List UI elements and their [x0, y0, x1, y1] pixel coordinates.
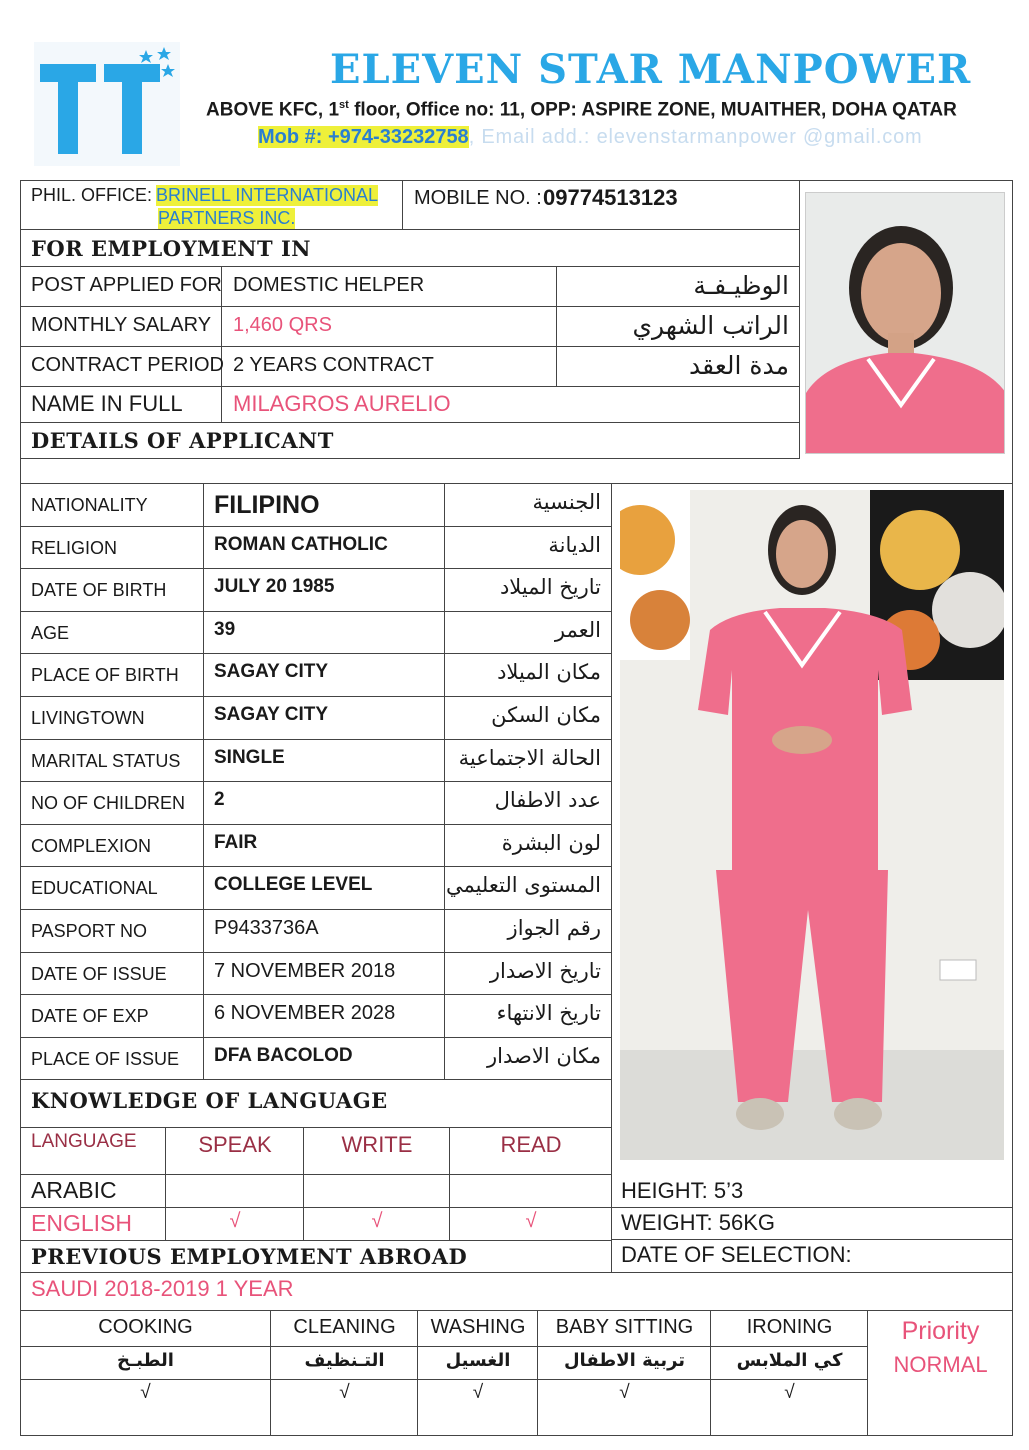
- detail-value: DFA BACOLOD: [214, 1045, 353, 1066]
- applicant-portrait-photo: [805, 192, 1005, 454]
- detail-value: P9433736A: [214, 917, 319, 939]
- detail-arabic: الحالة الاجتماعية: [458, 746, 601, 770]
- detail-arabic: المستوى التعليمي: [445, 873, 601, 897]
- employment-value: 2 YEARS CONTRACT: [233, 354, 434, 376]
- language-check: √: [371, 1210, 383, 1232]
- detail-arabic: تاريخ الانتهاء: [496, 1001, 601, 1025]
- employment-title: FOR EMPLOYMENT IN: [31, 236, 311, 261]
- skill-ar: تربية الاطفال: [563, 1350, 686, 1371]
- details-title: DETAILS OF APPLICANT: [31, 428, 334, 453]
- detail-value: JULY 20 1985: [214, 576, 335, 597]
- mobile-value: 09774513123: [543, 185, 678, 210]
- detail-arabic: مكان الاصدار: [487, 1044, 601, 1068]
- language-check: √: [229, 1210, 241, 1232]
- priority-value: NORMAL: [893, 1352, 988, 1377]
- detail-value: FAIR: [214, 832, 258, 853]
- detail-label: EDUCATIONAL: [31, 878, 158, 898]
- employment-arabic: الوظيـفـة: [693, 271, 789, 300]
- skill-ar: الغسيل: [445, 1350, 511, 1371]
- employment-arabic: مدة العقد: [689, 351, 789, 380]
- employment-value: 1,460 QRS: [233, 314, 332, 336]
- language-name: ENGLISH: [31, 1210, 132, 1236]
- address-sup: st: [339, 99, 349, 111]
- employment-value: DOMESTIC HELPER: [233, 274, 425, 296]
- detail-label: PASPORT NO: [31, 921, 148, 941]
- height-value: HEIGHT: 5’3: [621, 1178, 744, 1203]
- detail-label: DATE OF EXP: [31, 1006, 149, 1026]
- language-header: WRITE: [341, 1132, 413, 1157]
- detail-arabic: لون البشرة: [501, 831, 601, 855]
- language-check: √: [525, 1210, 537, 1232]
- previous-entry: SAUDI 2018-2019 1 YEAR: [31, 1276, 294, 1301]
- detail-arabic: تاريخ الميلاد: [499, 575, 601, 599]
- phil-office-name-line1: BRINELL INTERNATIONAL: [156, 185, 379, 205]
- detail-label: AGE: [31, 623, 70, 643]
- employment-label: CONTRACT PERIOD: [31, 354, 224, 376]
- detail-arabic: رقم الجواز: [507, 916, 601, 940]
- weight-value: WEIGHT: 56KG: [621, 1210, 776, 1235]
- address-rest: floor, Office no: 11, OPP: ASPIRE ZONE, MUAITHER, DOHA QATAR: [348, 99, 957, 121]
- detail-value: COLLEGE LEVEL: [214, 874, 373, 895]
- detail-value: SAGAY CITY: [214, 661, 329, 682]
- mobile-label: MOBILE NO. :: [414, 187, 542, 209]
- language-header: LANGUAGE: [31, 1131, 137, 1152]
- detail-value: 6 NOVEMBER 2028: [214, 1002, 396, 1024]
- company-address: [206, 99, 957, 121]
- skill-en: WASHING: [430, 1316, 526, 1338]
- language-cell: [450, 1175, 612, 1208]
- detail-value: 2: [214, 789, 225, 810]
- email-address[interactable]: , Email add.: elevenstarmanpower @gmail.com: [468, 126, 923, 148]
- name-value: MILAGROS AURELIO: [233, 391, 451, 416]
- detail-arabic: مكان السكن: [491, 703, 601, 727]
- skill-ar: الطبـخ: [117, 1350, 174, 1371]
- skill-en: CLEANING: [293, 1316, 396, 1338]
- skill-check: √: [619, 1382, 630, 1403]
- detail-label: PLACE OF BIRTH: [31, 665, 179, 685]
- detail-label: PLACE OF ISSUE: [31, 1049, 180, 1069]
- spacer-row: [20, 459, 1013, 484]
- detail-label: RELIGION: [31, 538, 118, 558]
- detail-arabic: عدد الاطفال: [494, 788, 601, 812]
- phil-office-name-line2: PARTNERS INC.: [158, 208, 296, 228]
- portrait-icon: [806, 193, 1005, 454]
- employment-label: POST APPLIED FOR: [31, 274, 222, 296]
- language-cell: [166, 1175, 304, 1208]
- detail-value-cell: [204, 782, 445, 825]
- language-cell: [304, 1175, 450, 1208]
- detail-label: MARITAL STATUS: [31, 751, 181, 771]
- detail-label: NO OF CHILDREN: [31, 793, 186, 813]
- skill-en: BABY SITTING: [555, 1316, 694, 1338]
- detail-value: FILIPINO: [214, 491, 320, 519]
- detail-value: SINGLE: [214, 747, 285, 768]
- skill-check: √: [472, 1382, 484, 1403]
- detail-value-cell: [204, 612, 445, 654]
- full-body-icon: [620, 490, 1004, 1160]
- detail-label: LIVINGTOWN: [31, 708, 145, 728]
- employment-arabic: الراتب الشهري: [632, 311, 789, 340]
- detail-value: SAGAY CITY: [214, 704, 329, 725]
- name-label: NAME IN FULL: [31, 391, 183, 416]
- skill-ar: التـنظيف: [304, 1350, 385, 1371]
- skill-check: √: [140, 1382, 151, 1403]
- date-of-selection-label: DATE OF SELECTION:: [621, 1242, 852, 1267]
- detail-label: NATIONALITY: [31, 495, 148, 515]
- skill-en: IRONING: [746, 1316, 833, 1338]
- language-name: ARABIC: [31, 1177, 117, 1203]
- detail-label: COMPLEXION: [31, 836, 152, 856]
- skill-en: COOKING: [98, 1316, 193, 1338]
- previous-title: PREVIOUS EMPLOYMENT ABROAD: [31, 1244, 468, 1269]
- address-prefix: ABOVE KFC, 1: [206, 99, 340, 121]
- detail-arabic: مكان الميلاد: [497, 660, 601, 684]
- detail-arabic: العمر: [554, 618, 601, 642]
- detail-label: DATE OF BIRTH: [31, 580, 167, 600]
- company-logo: [34, 42, 180, 166]
- detail-value: 39: [214, 619, 236, 640]
- detail-value: 7 NOVEMBER 2018: [214, 960, 396, 982]
- skill-check: √: [784, 1382, 795, 1403]
- company-name: ELEVEN STAR MANPOWER: [330, 46, 972, 93]
- language-title: KNOWLEDGE OF LANGUAGE: [31, 1088, 388, 1113]
- employment-label: MONTHLY SALARY: [31, 314, 212, 336]
- mobile-number: Mob #: +974-33232758: [258, 126, 469, 148]
- skill-ar: كي الملابس: [736, 1350, 843, 1371]
- contact-line: [258, 126, 922, 149]
- skill-check: √: [339, 1382, 350, 1403]
- language-header: READ: [500, 1132, 562, 1157]
- detail-label: DATE OF ISSUE: [31, 964, 167, 984]
- detail-arabic: الديانة: [548, 533, 601, 557]
- logo-eleven-star-icon: [34, 42, 180, 166]
- detail-arabic: الجنسية: [532, 490, 601, 514]
- phil-office-label: PHIL. OFFICE:: [31, 185, 153, 205]
- detail-arabic: تاريخ الاصدار: [489, 959, 601, 983]
- language-header: SPEAK: [198, 1132, 272, 1157]
- priority-label: Priority: [901, 1317, 980, 1345]
- detail-value: ROMAN CATHOLIC: [214, 534, 388, 555]
- applicant-full-body-photo: [620, 490, 1004, 1160]
